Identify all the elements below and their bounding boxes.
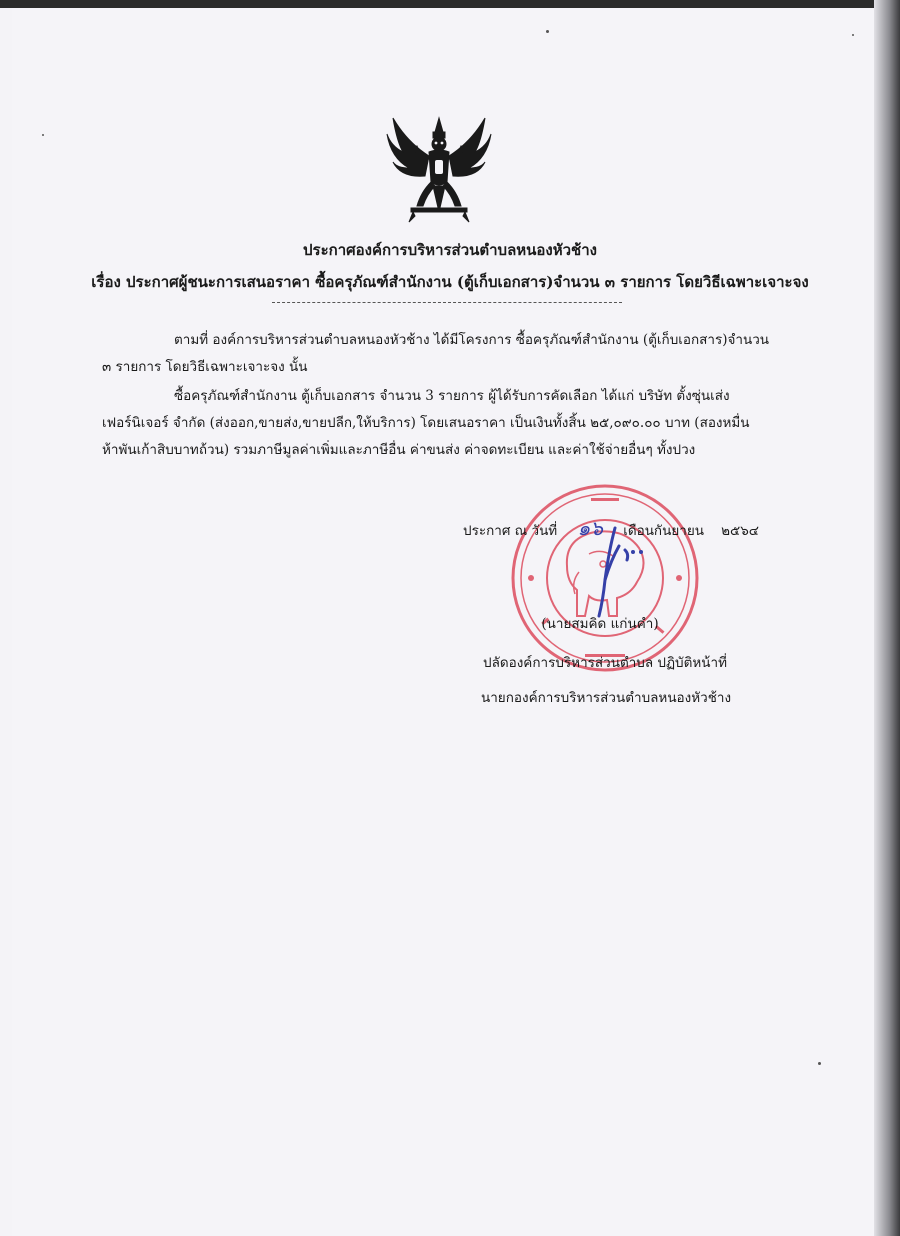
dashed-divider [272, 302, 622, 303]
paragraph-1-line-2: ๓ รายการ โดยวิธีเฉพาะเจาะจง นั้น [102, 359, 308, 375]
signatory-position-1: ปลัดองค์การบริหารส่วนตำบล ปฏิบัติหน้าที่ [483, 655, 728, 671]
scan-edge-top [0, 0, 900, 8]
paragraph-2 [102, 383, 802, 464]
date-month: เดือนกันยายน [623, 523, 704, 539]
paragraph-2-line-1: ซื้อครุภัณฑ์สำนักงาน ตู้เก็บเอกสาร จำนวน 3 รายการ ผู้ได้รับการคัดเลือก ได้แก่ บริษัท ตั้งซุ่นเส่ง [174, 388, 730, 404]
paragraph-2-line-2: เฟอร์นิเจอร์ จำกัด (ส่งออก,ขายส่ง,ขายปลีก,ให้บริการ) โดยเสนอราคา เป็นเงินทั้งสิ้น ๒๕,๐๙๐.๐๐ บาท (สองหมื่น [102, 415, 750, 431]
scan-speck [852, 34, 854, 36]
announcement-title: ประกาศองค์การบริหารส่วนตำบลหนองหัวช้าง [303, 241, 597, 259]
handwritten-signature [575, 520, 655, 620]
scan-speck [546, 30, 549, 33]
announcement-subject: เรื่อง ประกาศผู้ชนะการเสนอราคา ซื้อครุภัณฑ์สำนักงาน (ตู้เก็บเอกสาร)จำนวน ๓ รายการ โดยวิธีเฉพาะเจาะจง [91, 273, 809, 291]
paragraph-1-line-1: ตามที่ องค์การบริหารส่วนตำบลหนองหัวช้าง ได้มีโครงการ ซื้อครุภัณฑ์สำนักงาน (ตู้เก็บเอกสาร)จำนวน [174, 332, 770, 348]
signatory-name: (นายสมคิด แก่นคำ) [541, 616, 659, 632]
garuda-emblem-icon [383, 112, 495, 224]
scan-speck [42, 134, 44, 136]
scan-speck [818, 1062, 821, 1065]
date-day: ๑๖ [577, 516, 603, 540]
signatory-position-2: นายกองค์การบริหารส่วนตำบลหนองหัวช้าง [481, 690, 732, 706]
date-year: ๒๕๖๔ [721, 523, 760, 539]
date-prefix: ประกาศ ณ วันที่ [463, 523, 558, 539]
paragraph-2-line-3: ห้าพันเก้าสิบบาทถ้วน) รวมภาษีมูลค่าเพิ่มและภาษีอื่น ค่าขนส่ง ค่าจดทะเบียน และค่าใช้จ่ายอื่นๆ ทั้งปวง [102, 442, 696, 458]
paragraph-1 [102, 327, 802, 381]
